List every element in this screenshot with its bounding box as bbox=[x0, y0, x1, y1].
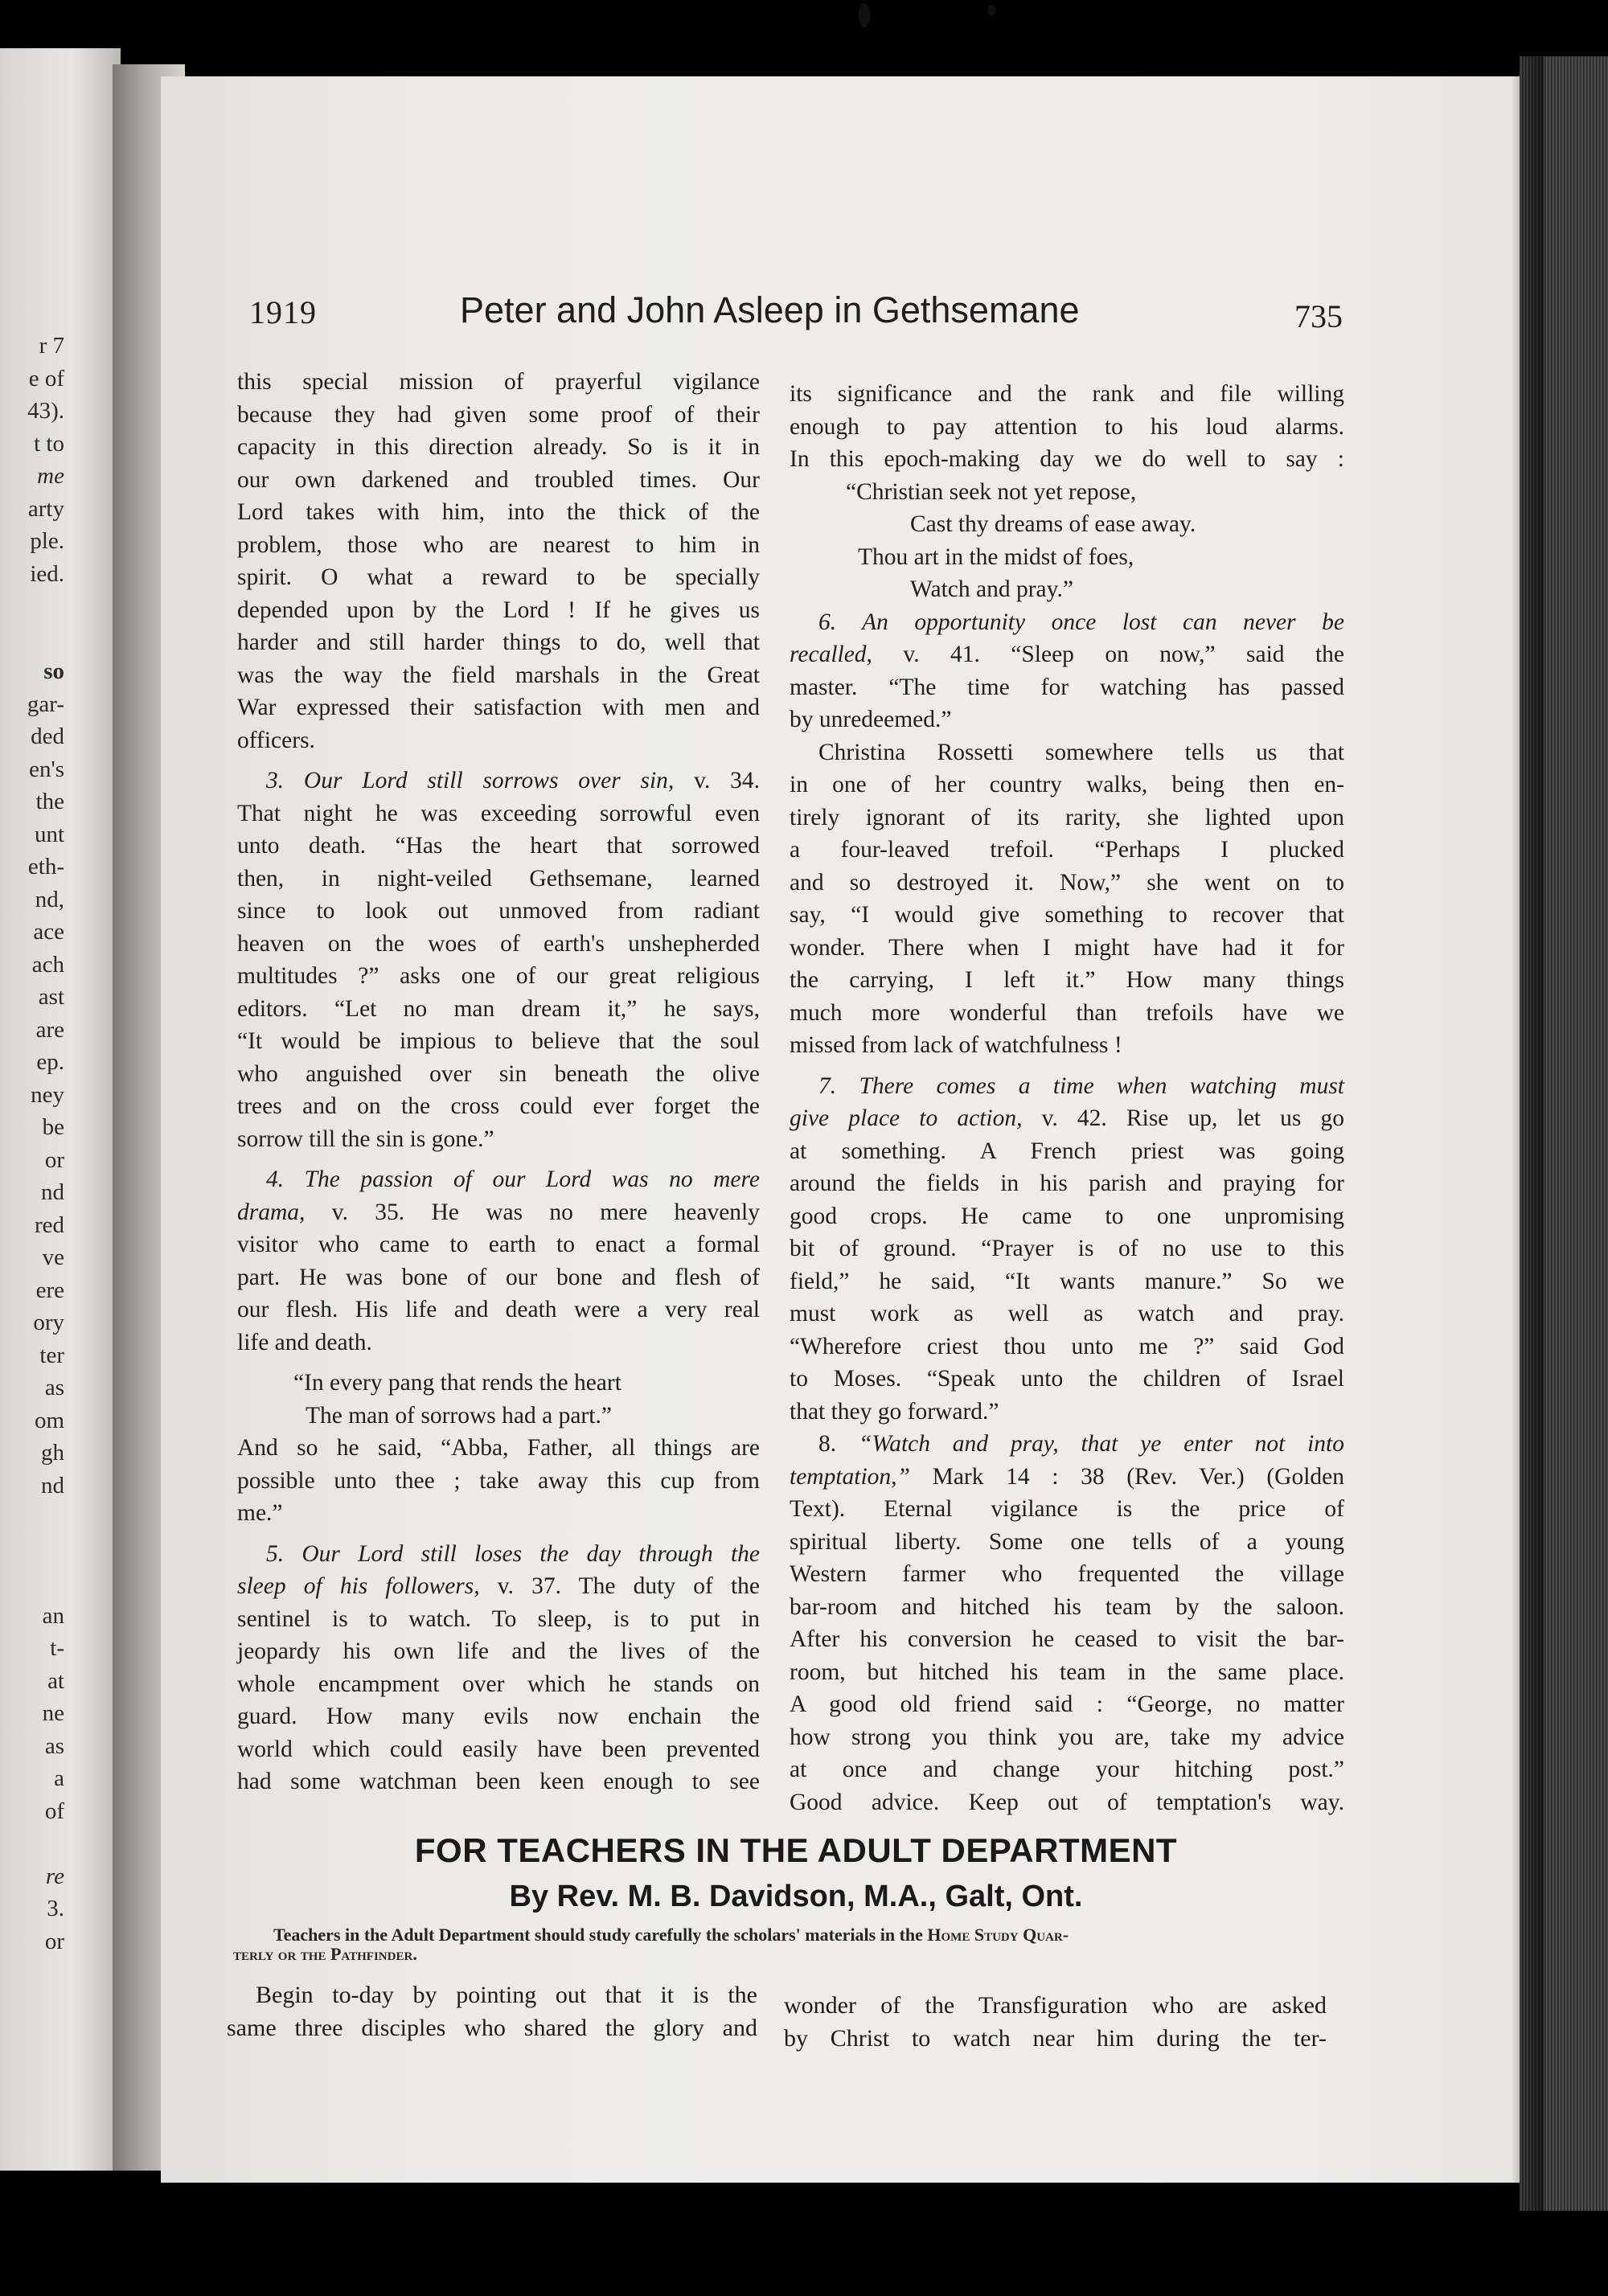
previous-page-fragment: arty bbox=[27, 495, 64, 522]
text-line: me.” bbox=[237, 1500, 283, 1526]
previous-page-fragment: as bbox=[44, 1375, 64, 1400]
previous-page-fragment: be bbox=[42, 1114, 64, 1140]
text-line: say, “I would give something to recover that bbox=[790, 902, 1344, 928]
point-7-line: give place to action, v. 42. Rise up, let us go bbox=[790, 1105, 1344, 1131]
previous-page-fragment: r 7 bbox=[39, 333, 64, 359]
section-note bbox=[233, 1925, 1343, 1964]
text-line: how strong you think you are, take my advice bbox=[790, 1724, 1344, 1750]
text-line: problem, those who are nearest to him in bbox=[237, 531, 760, 558]
text-line: this special mission of prayerful vigilance bbox=[237, 369, 760, 395]
previous-page-fragment: nd bbox=[41, 1179, 64, 1205]
previous-page-fragment: gh bbox=[41, 1440, 64, 1466]
text-line: at once and change your hitching post.” bbox=[790, 1757, 1344, 1782]
text-line: heaven on the woes of earth's unshepherded bbox=[237, 930, 760, 957]
previous-page-fragments bbox=[0, 330, 64, 1958]
text-line: sorrow till the sin is gone.” bbox=[237, 1125, 494, 1152]
previous-page-fragment bbox=[0, 590, 64, 623]
text-line: Western farmer who frequented the village bbox=[790, 1561, 1344, 1587]
text-line: That night he was exceeding sorrowful even bbox=[237, 800, 760, 826]
previous-page-fragment: om bbox=[34, 1407, 64, 1433]
text-line: spirit. O what a reward to be specially bbox=[237, 564, 760, 590]
previous-page-fragment: gar- bbox=[27, 691, 64, 717]
section-byline: By Rev. M. B. Davidson, M.A., Galt, Ont. bbox=[509, 1880, 1083, 1913]
text-line: multitudes ?” asks one of our great religious bbox=[237, 963, 760, 989]
previous-page-fragment: 3. bbox=[47, 1896, 64, 1921]
point-6-heading: 6. An opportunity once lost can never be bbox=[818, 609, 1344, 635]
text-line: must work as well as watch and pray. bbox=[790, 1301, 1344, 1326]
text-line: tirely ignorant of its rarity, she lighted upon bbox=[790, 804, 1344, 830]
point-3-italic: 3. Our Lord still sorrows over sin, bbox=[266, 768, 675, 793]
text-line: spiritual liberty. Some one tells of a young bbox=[790, 1528, 1344, 1555]
right-text-column bbox=[790, 378, 1344, 1818]
text-line: good crops. He came to one unpromising bbox=[790, 1203, 1344, 1229]
text-line: much more wonderful than trefoils have we bbox=[790, 999, 1344, 1026]
text-line: and so destroyed it. Now,” she went on to bbox=[790, 869, 1344, 896]
text-line: had some watchman been keen enough to see bbox=[237, 1769, 760, 1794]
previous-page-fragment: re bbox=[45, 1863, 64, 1889]
text-line: editors. “Let no man dream it,” he says, bbox=[237, 995, 760, 1022]
page-number: 735 bbox=[1294, 298, 1343, 334]
page-edge-shadow bbox=[1512, 56, 1544, 2211]
previous-page-fragment: are bbox=[35, 1016, 64, 1043]
text-line: life and death. bbox=[237, 1329, 372, 1355]
text-line: A good old friend said : “George, no matter bbox=[790, 1691, 1344, 1717]
previous-page-fragment bbox=[0, 623, 64, 656]
text-line: harder and still harder things to do, well that bbox=[237, 629, 760, 655]
left-text-column bbox=[237, 366, 760, 1798]
point-6-line: recalled, v. 41. “Sleep on now,” said the bbox=[790, 642, 1344, 667]
ink-speck bbox=[859, 3, 870, 27]
text-line: then, in night-veiled Gethsemane, learned bbox=[237, 865, 760, 892]
text-line: that they go forward.” bbox=[790, 1398, 999, 1425]
text-line: its significance and the rank and file willing bbox=[790, 381, 1344, 407]
text-line: Begin to-day by pointing out that it is the bbox=[256, 1982, 757, 2008]
text-line: wonder. There when I might have had it for bbox=[790, 934, 1344, 961]
verse-line: “In every pang that rends the heart bbox=[293, 1370, 621, 1396]
previous-page-fragment: ace bbox=[33, 919, 64, 945]
point-5-line: sleep of his followers, v. 37. The duty of the bbox=[237, 1573, 760, 1599]
text-line: to Moses. “Speak unto the children of Israel bbox=[790, 1366, 1344, 1392]
previous-page-fragment bbox=[0, 1535, 64, 1568]
text-line: because they had given some proof of their bbox=[237, 401, 760, 428]
verse-line: “Christian seek not yet repose, bbox=[846, 478, 1137, 505]
text-line: Lord takes with him, into the thick of the bbox=[237, 499, 760, 525]
section-heading bbox=[241, 1831, 1351, 1914]
text-line: Text). Eternal vigilance is the price of bbox=[790, 1496, 1344, 1522]
text-line: by Christ to watch near him during the ter- bbox=[784, 2024, 1327, 2052]
previous-page-fragment: ach bbox=[31, 951, 64, 978]
previous-page-fragment: nd bbox=[41, 1472, 64, 1499]
previous-page-fragment: ast bbox=[38, 984, 64, 1010]
previous-page-fragment: red bbox=[34, 1212, 64, 1238]
text-line: a four-leaved trefoil. “Perhaps I plucked bbox=[790, 837, 1344, 863]
text-line: capacity in this direction already. So is it in bbox=[237, 434, 760, 460]
text-line: “It would be impious to believe that the soul bbox=[237, 1028, 760, 1054]
previous-page-fragment: an bbox=[42, 1602, 64, 1629]
previous-page-fragment: a bbox=[54, 1765, 64, 1791]
previous-page-fragment: ve bbox=[42, 1244, 64, 1270]
text-line: since to look out unmoved from radiant bbox=[237, 898, 760, 924]
text-line: by unredeemed.” bbox=[790, 707, 952, 732]
section-body-left bbox=[227, 1979, 757, 2044]
text-line: officers. bbox=[237, 727, 315, 753]
text-line: visitor who came to earth to enact a formal bbox=[237, 1232, 760, 1257]
text-line: our flesh. His life and death were a very real bbox=[237, 1297, 760, 1322]
text-line: same three disciples who shared the glory and bbox=[227, 2014, 757, 2041]
text-line: at something. A French priest was going bbox=[790, 1138, 1344, 1164]
point-8-heading: 8. “Watch and pray, that ye enter not into bbox=[818, 1431, 1344, 1457]
previous-page-fragment: as bbox=[44, 1732, 64, 1759]
text-line: Good advice. Keep out of temptation's way. bbox=[790, 1789, 1344, 1815]
text-line: sentinel is to watch. To sleep, is to put in bbox=[237, 1605, 760, 1632]
verse-line: Thou art in the midst of foes, bbox=[858, 543, 1134, 570]
text-line: missed from lack of watchfulness ! bbox=[790, 1032, 1122, 1058]
previous-page-fragment: 43). bbox=[27, 398, 64, 424]
text-line: wonder of the Transfiguration who are asked bbox=[784, 1992, 1327, 2019]
previous-page-fragment: ied. bbox=[30, 560, 64, 587]
point-4-heading: 4. The passion of our Lord was no mere bbox=[266, 1166, 760, 1192]
text-line: around the fields in his parish and praying for bbox=[790, 1171, 1344, 1196]
running-head bbox=[249, 289, 1343, 346]
text-line: who anguished over sin beneath the olive bbox=[237, 1060, 760, 1087]
previous-page-fragment: me bbox=[37, 463, 64, 489]
previous-page-fragment: or bbox=[44, 1928, 64, 1954]
section-title: FOR TEACHERS IN THE ADULT DEPARTMENT bbox=[414, 1831, 1178, 1869]
previous-page bbox=[0, 48, 121, 2171]
point-8-line: temptation,” Mark 14 : 38 (Rev. Ver.) (Golden bbox=[790, 1463, 1344, 1490]
previous-page-fragment: t- bbox=[50, 1635, 64, 1661]
text-line: unto death. “Has the heart that sorrowed bbox=[237, 833, 760, 859]
section-note-line: terly or the Pathfinder. bbox=[233, 1944, 417, 1964]
previous-page-fragment bbox=[0, 1502, 64, 1535]
text-line: War expressed their satisfaction with men and bbox=[237, 695, 760, 720]
previous-page-fragment: eth- bbox=[27, 854, 64, 879]
ink-speck bbox=[987, 5, 995, 16]
previous-page-fragment bbox=[0, 1567, 64, 1600]
text-line: the carrying, I left it.” How many things bbox=[790, 967, 1344, 993]
point-4-line: drama, v. 35. He was no mere heavenly bbox=[237, 1199, 760, 1225]
verse-line: Cast thy dreams of ease away. bbox=[910, 511, 1196, 537]
text-line: master. “The time for watching has passed bbox=[790, 674, 1344, 700]
text-line: possible unto thee ; take away this cup from bbox=[237, 1467, 760, 1494]
previous-page-fragment: en's bbox=[29, 756, 64, 782]
text-line: our own darkened and troubled times. Our bbox=[237, 466, 760, 493]
point-5-heading: 5. Our Lord still loses the day through the bbox=[266, 1540, 760, 1567]
previous-page-fragment: ney bbox=[31, 1081, 64, 1108]
text-line: in one of her country walks, being then en- bbox=[790, 772, 1344, 797]
previous-page-fragment: ded bbox=[31, 724, 64, 749]
previous-page-fragment bbox=[0, 1827, 64, 1860]
text-line: depended upon by the Lord ! If he gives us bbox=[237, 597, 760, 623]
page-year: 1919 bbox=[249, 294, 317, 330]
previous-page-fragment: ple. bbox=[30, 528, 64, 554]
point-7-heading: 7. There comes a time when watching must bbox=[818, 1072, 1344, 1099]
verse-line: Watch and pray.” bbox=[910, 576, 1073, 602]
verse-line: The man of sorrows had a part.” bbox=[306, 1402, 612, 1429]
previous-page-fragment: e of bbox=[28, 365, 64, 392]
text-line: world which could easily have been prevented bbox=[237, 1736, 760, 1762]
text-line: bit of ground. “Prayer is of no use to this bbox=[790, 1236, 1344, 1261]
previous-page-fragment: ne bbox=[42, 1700, 64, 1726]
text-line: Christina Rossetti somewhere tells us that bbox=[818, 739, 1344, 765]
point-3-heading: 3. Our Lord still sorrows over sin, v. 34. bbox=[266, 768, 760, 793]
previous-page-fragment: t to bbox=[34, 430, 64, 457]
text-line: room, but hitched his team in the same place. bbox=[790, 1658, 1344, 1685]
text-line: And so he said, “Abba, Father, all things are bbox=[237, 1435, 760, 1461]
previous-page-fragment: of bbox=[44, 1798, 64, 1824]
text-line: After his conversion he ceased to visit the bar- bbox=[790, 1626, 1344, 1652]
previous-page-fragment: at bbox=[47, 1667, 64, 1694]
text-line: In this epoch-making day we do well to say : bbox=[790, 446, 1344, 472]
text-line: was the way the field marshals in the Great bbox=[237, 662, 760, 688]
text-line: trees and on the cross could ever forget the bbox=[237, 1093, 760, 1119]
previous-page-fragment: or bbox=[44, 1146, 64, 1173]
previous-page-fragment: ter bbox=[39, 1342, 64, 1368]
previous-page-fragment: ep. bbox=[36, 1049, 64, 1075]
previous-page-fragment: so bbox=[43, 658, 64, 684]
page-title: Peter and John Asleep in Gethsemane bbox=[460, 289, 1080, 330]
text-line: guard. How many evils now enchain the bbox=[237, 1704, 760, 1729]
text-line: part. He was bone of our bone and flesh of bbox=[237, 1264, 760, 1290]
text-line: enough to pay attention to his loud alarms. bbox=[790, 413, 1344, 440]
previous-page-fragment: nd, bbox=[35, 886, 64, 912]
previous-page-fragment: ory bbox=[33, 1310, 64, 1335]
section-body-right bbox=[784, 1990, 1327, 2055]
text-line: “Wherefore criest thou unto me ?” said God bbox=[790, 1333, 1344, 1359]
text-line: field,” he said, “It wants manure.” So we bbox=[790, 1268, 1344, 1294]
previous-page-fragment: ere bbox=[35, 1277, 64, 1303]
previous-page-fragment: the bbox=[35, 789, 64, 814]
text-line: whole encampment over which he stands on bbox=[237, 1671, 760, 1697]
previous-page-fragment: unt bbox=[34, 821, 64, 847]
text-line: bar-room and hitched his team by the saloon. bbox=[790, 1593, 1344, 1620]
section-note-line: Teachers in the Adult Department should study carefully the scholars' materials in the Home Study Quar- bbox=[273, 1925, 1069, 1945]
text-line: jeopardy his own life and the lives of the bbox=[237, 1638, 760, 1664]
